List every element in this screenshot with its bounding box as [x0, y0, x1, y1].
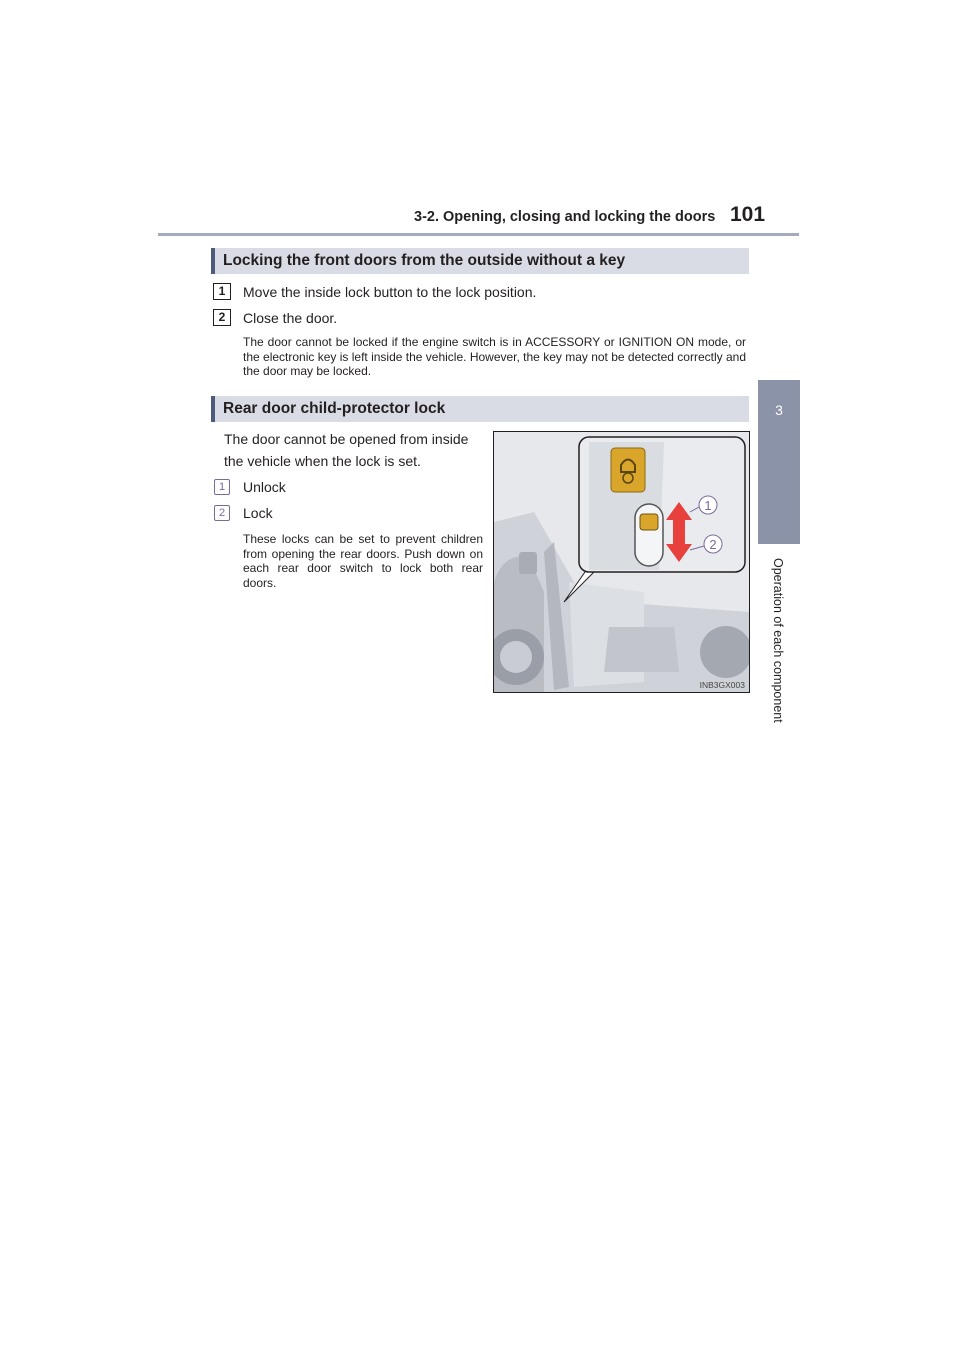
chapter-tab — [758, 380, 800, 544]
switch-slot — [635, 504, 663, 566]
step-text-2: Close the door. — [243, 310, 338, 326]
child-lock-icon — [611, 448, 645, 492]
section-heading-child-protector-lock: Rear door child-protector lock — [211, 396, 749, 422]
chapter-title-vertical — [770, 558, 790, 748]
header-rule — [158, 233, 799, 236]
child-lock-intro: The door cannot be opened from inside the vehicle when the lock is set. — [224, 431, 469, 469]
mirror-shape — [519, 552, 537, 574]
locking-note: The door cannot be locked if the engine switch is in ACCESSORY or IGNITION ON mode, or the electronic key is left inside the vehicle. However, the key may not be detected correctly and the door may be locked. — [243, 335, 746, 378]
chapter-number: 3 — [775, 402, 783, 418]
chapter-title: Operation of each component — [771, 558, 785, 723]
switch-lever — [640, 514, 658, 530]
figure-code: INB3GX003 — [699, 680, 745, 690]
child-lock-illustration — [493, 431, 750, 693]
callout-label-2: 2 — [709, 537, 717, 552]
running-header: 3-2. Opening, closing and locking the doors — [414, 209, 716, 225]
child-lock-drawing — [494, 432, 749, 692]
child-lock-note: These locks can be set to prevent children from opening the rear doors. Push down on each rear door switch to lock both rear doors. — [243, 532, 483, 590]
item-text-unlock: Unlock — [243, 479, 286, 495]
wheel-hub-icon — [500, 641, 532, 673]
item-number-1: 1 — [214, 479, 230, 495]
callout-label-1: 1 — [704, 498, 712, 513]
step-text-1: Move the inside lock button to the lock position. — [243, 284, 537, 300]
seat-shape — [604, 627, 679, 672]
step-number-2: 2 — [213, 309, 231, 326]
page-number: 101 — [730, 203, 766, 226]
item-text-lock: Lock — [243, 505, 273, 521]
step-number-1: 1 — [213, 283, 231, 300]
section-heading-locking-front-doors: Locking the front doors from the outside without a key — [211, 248, 749, 274]
item-number-2: 2 — [214, 505, 230, 521]
